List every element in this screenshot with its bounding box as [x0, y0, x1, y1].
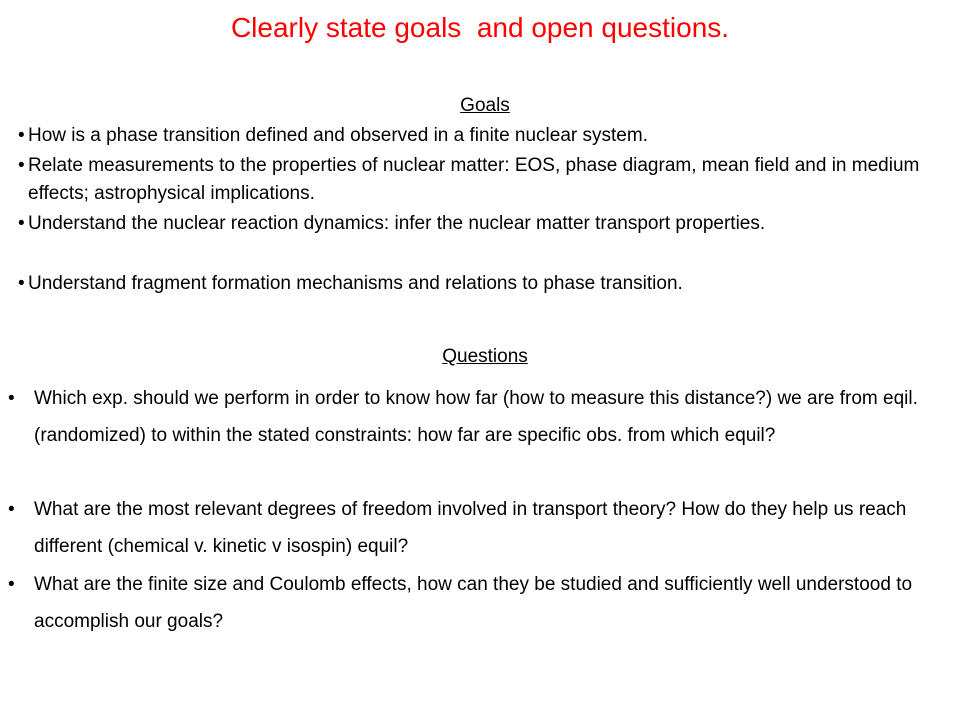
goal-text: How is a phase transition defined and observed in a finite nuclear system. [28, 125, 648, 146]
goals-heading: Goals [460, 95, 510, 116]
bullet-icon: • [8, 388, 15, 409]
question-item [8, 491, 948, 565]
question-text: What are the most relevant degrees of freedom involved in transport theory? How do they help us reach different (chemical v. kinetic v isospin) equil? [34, 499, 907, 557]
goal-text: Understand the nuclear reaction dynamics: infer the nuclear matter transport properties. [28, 213, 766, 234]
bullet-icon: • [8, 499, 15, 520]
bullet-icon: • [18, 273, 25, 294]
question-text: What are the finite size and Coulomb effects, how can they be studied and sufficiently well understood to accomplish our goals? [34, 574, 913, 632]
question-item [8, 566, 948, 640]
goal-text: Understand fragment formation mechanisms and relations to phase transition. [28, 273, 683, 294]
goal-text: Relate measurements to the properties of nuclear matter: EOS, phase diagram, mean field and in medium effects; astrophysical implications. [28, 155, 920, 204]
goal-item [18, 122, 948, 150]
goal-item [18, 270, 948, 298]
bullet-icon: • [8, 574, 15, 595]
questions-heading: Questions [442, 346, 528, 367]
goal-item [18, 152, 938, 208]
goal-item [18, 210, 843, 238]
bullet-icon: • [18, 213, 25, 234]
question-item [8, 380, 948, 454]
bullet-icon: • [18, 125, 25, 146]
bullet-icon: • [18, 155, 25, 176]
slide-title: Clearly state goals and open questions. [230, 12, 730, 43]
question-text: Which exp. should we perform in order to know how far (how to measure this distance?) we are from eqil.(randomized) to within the stated constraints: how far are specific obs. from which equil? [34, 388, 918, 446]
